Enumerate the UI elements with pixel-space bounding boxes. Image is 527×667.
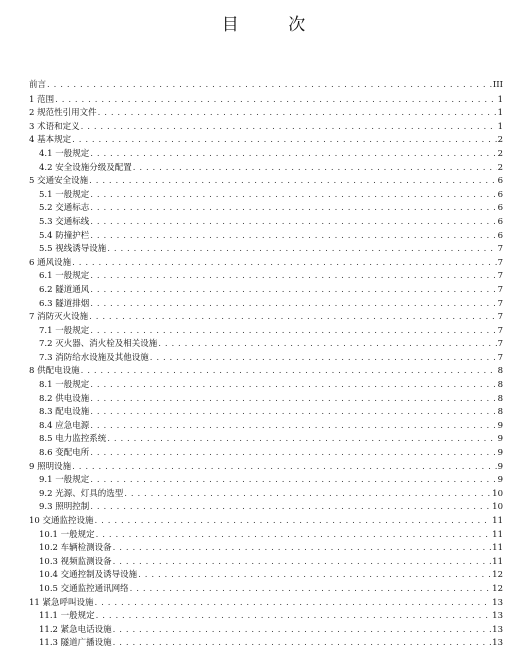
toc-entry-label: 7 消防灭火设施 (29, 312, 89, 323)
toc-entry-label: 11 紧急呼叫设施 (29, 597, 94, 608)
toc-entry-page-number: 7 (497, 244, 503, 255)
toc-entry-label: 9 照明设施 (29, 461, 72, 472)
dot-leader (81, 121, 497, 135)
dot-leader (81, 365, 497, 379)
toc-entry[interactable] (29, 474, 503, 488)
toc-entry[interactable] (29, 637, 503, 651)
dot-leader (90, 298, 496, 312)
toc-entry-page-number: 9 (497, 420, 503, 431)
dot-leader (72, 461, 496, 475)
toc-entry-label: 7.1 一般规定 (39, 325, 90, 336)
toc-entry[interactable] (29, 284, 503, 298)
page-title: 目 次 (221, 15, 328, 35)
toc-entry-label: 8 供配电设施 (29, 366, 80, 377)
toc-entry-page-number: 6 (497, 189, 503, 200)
dot-leader (90, 447, 496, 461)
dot-leader (55, 94, 496, 108)
toc-entry-label: 9.1 一般规定 (39, 475, 90, 486)
toc-entry[interactable] (29, 121, 503, 135)
dot-leader (90, 270, 496, 284)
toc-entry[interactable] (29, 189, 503, 203)
toc-entry-page-number: 1 (497, 108, 503, 119)
dot-leader (90, 230, 496, 244)
toc-entry[interactable] (29, 202, 503, 216)
dot-leader (124, 488, 491, 502)
toc-entry[interactable] (29, 624, 503, 638)
toc-entry-page-number: 7 (497, 312, 503, 323)
toc-entry-label: 4 基本规定 (29, 135, 72, 146)
dot-leader (90, 216, 496, 230)
toc-entry[interactable] (29, 420, 503, 434)
table-of-contents (29, 79, 503, 651)
toc-entry[interactable] (29, 162, 503, 176)
dot-leader (107, 243, 496, 257)
toc-entry-label: 5.5 视线诱导设施 (39, 244, 107, 255)
toc-entry-page-number: 7 (497, 298, 503, 309)
dot-leader (90, 420, 496, 434)
toc-entry-page-number: 13 (492, 597, 503, 608)
toc-entry[interactable] (29, 488, 503, 502)
toc-entry-page-number: III (492, 80, 503, 90)
dot-leader (90, 501, 491, 515)
toc-entry-page-number: 13 (492, 638, 503, 649)
toc-entry[interactable] (29, 597, 503, 611)
toc-entry-label: 4.2 安全设施分级及配置 (39, 162, 132, 173)
toc-entry-page-number: 9 (497, 448, 503, 459)
toc-entry-label: 8.5 电力监控系统 (39, 434, 107, 445)
toc-entry-label: 6.2 隧道通风 (39, 284, 90, 295)
dot-leader (90, 393, 496, 407)
toc-entry[interactable] (29, 433, 503, 447)
toc-entry-page-number: 2 (497, 148, 503, 159)
toc-entry-page-number: 9 (497, 475, 503, 486)
toc-entry-label: 1 范围 (29, 94, 55, 105)
toc-entry-label: 11.3 隧道广播设施 (39, 638, 112, 649)
dot-leader (90, 202, 496, 216)
toc-entry-page-number: 2 (497, 162, 503, 173)
dot-leader (113, 556, 492, 570)
toc-entry-page-number: 7 (497, 339, 503, 350)
toc-entry[interactable] (29, 107, 503, 121)
toc-entry-page-number: 8 (497, 366, 503, 377)
dot-leader (98, 107, 497, 121)
toc-entry-page-number: 6 (497, 230, 503, 241)
dot-leader (90, 148, 496, 162)
toc-entry-page-number: 13 (492, 624, 503, 635)
dot-leader (47, 79, 492, 93)
toc-entry-label: 5 交通安全设施 (29, 176, 89, 187)
toc-entry-page-number: 9 (497, 434, 503, 445)
dot-leader (90, 474, 496, 488)
toc-entry-page-number: 6 (497, 216, 503, 227)
toc-entry-page-number: 11 (492, 556, 503, 567)
toc-entry-label: 6 通风设施 (29, 257, 72, 268)
dot-leader (133, 162, 497, 176)
toc-entry[interactable] (29, 94, 503, 108)
toc-entry[interactable] (29, 583, 503, 597)
toc-entry-label: 5.4 防撞护栏 (39, 230, 90, 241)
dot-leader (90, 189, 496, 203)
toc-entry[interactable] (29, 270, 503, 284)
dot-leader (107, 433, 496, 447)
toc-entry-label: 3 术语和定义 (29, 121, 80, 132)
toc-entry-page-number: 10 (492, 488, 503, 499)
dot-leader (89, 175, 496, 189)
toc-entry-label: 10.3 视频监测设备 (39, 556, 112, 567)
toc-entry-label: 2 规范性引用文件 (29, 108, 97, 119)
toc-entry-page-number: 6 (497, 176, 503, 187)
dot-leader (96, 610, 492, 624)
toc-entry-page-number: 1 (497, 121, 503, 132)
dot-leader (89, 311, 496, 325)
toc-entry-page-number: 8 (497, 380, 503, 391)
toc-entry-label: 8.2 供电设施 (39, 393, 90, 404)
dot-leader (72, 134, 496, 148)
toc-entry[interactable] (29, 216, 503, 230)
toc-entry-label: 6.1 一般规定 (39, 271, 90, 282)
toc-entry-label: 4.1 一般规定 (39, 148, 90, 159)
toc-entry-label: 9.2 光源、灯具的选型 (39, 488, 124, 499)
dot-leader (90, 406, 496, 420)
toc-entry[interactable] (29, 529, 503, 543)
toc-entry-page-number: 7 (497, 325, 503, 336)
dot-leader (95, 515, 492, 529)
dot-leader (96, 529, 492, 543)
toc-entry-page-number: 7 (497, 284, 503, 295)
toc-entry-page-number: 11 (492, 543, 503, 554)
toc-entry[interactable] (29, 325, 503, 339)
toc-entry-label: 11.1 一般规定 (39, 611, 95, 622)
toc-entry-page-number: 12 (492, 583, 503, 594)
toc-entry-label: 8.1 一般规定 (39, 380, 90, 391)
dot-leader (113, 637, 492, 651)
toc-entry[interactable] (29, 461, 503, 475)
toc-entry-label: 10.2 车辆检测设备 (39, 543, 112, 554)
toc-entry-page-number: 11 (492, 516, 503, 526)
toc-entry-page-number: 8 (497, 393, 503, 404)
toc-entry[interactable] (29, 501, 503, 515)
toc-entry-page-number: 7 (497, 271, 503, 282)
toc-entry-page-number: 10 (492, 502, 503, 513)
dot-leader (150, 352, 497, 366)
toc-entry-label: 7.3 消防给水设施及其他设施 (39, 352, 149, 363)
toc-entry[interactable] (29, 257, 503, 271)
toc-entry[interactable] (29, 447, 503, 461)
dot-leader (113, 542, 492, 556)
dot-leader (90, 284, 496, 298)
toc-entry-label: 8.6 变配电所 (39, 448, 90, 459)
toc-entry-label: 9.3 照明控制 (39, 502, 90, 513)
toc-entry[interactable] (29, 338, 503, 352)
dot-leader (138, 569, 491, 583)
toc-entry-label: 5.2 交通标志 (39, 203, 90, 214)
toc-entry-label: 10.1 一般规定 (39, 529, 95, 540)
toc-entry[interactable] (29, 379, 503, 393)
toc-entry[interactable] (29, 352, 503, 366)
toc-entry-page-number: 2 (497, 135, 503, 146)
toc-entry-page-number: 12 (492, 570, 503, 581)
dot-leader (113, 624, 492, 638)
toc-entry-page-number: 13 (492, 611, 503, 622)
toc-entry-label: 5.1 一般规定 (39, 189, 90, 200)
toc-entry[interactable] (29, 610, 503, 624)
toc-entry-page-number: 7 (497, 257, 503, 268)
dot-leader (95, 597, 492, 611)
toc-entry-page-number: 8 (497, 407, 503, 418)
toc-entry[interactable] (29, 311, 503, 325)
toc-entry[interactable] (29, 365, 503, 379)
toc-entry[interactable] (29, 148, 503, 162)
toc-entry[interactable] (29, 406, 503, 420)
toc-entry-label: 10.5 交通监控通讯网络 (39, 583, 129, 594)
toc-entry[interactable] (29, 556, 503, 570)
dot-leader (72, 257, 496, 271)
dot-leader (130, 583, 492, 597)
toc-entry[interactable] (29, 569, 503, 583)
toc-entry[interactable] (29, 175, 503, 189)
dot-leader (90, 379, 496, 393)
toc-entry[interactable] (29, 134, 503, 148)
toc-entry[interactable] (29, 542, 503, 556)
toc-entry-label: 11.2 紧急电话设施 (39, 624, 112, 635)
toc-entry-page-number: 11 (492, 529, 503, 540)
toc-entry-label: 10 交通监控设施 (29, 516, 94, 526)
toc-entry-label: 5.3 交通标线 (39, 216, 90, 227)
toc-entry-label: 8.4 应急电源 (39, 420, 90, 431)
toc-entry-page-number: 7 (497, 352, 503, 363)
toc-entry[interactable] (29, 79, 503, 93)
dot-leader (158, 338, 496, 352)
toc-entry-label: 7.2 灭火器、消火栓及相关设施 (39, 339, 158, 350)
toc-entry-page-number: 9 (497, 461, 503, 472)
toc-entry-label: 前言 (29, 80, 47, 90)
toc-entry[interactable] (29, 393, 503, 407)
toc-entry-label: 8.3 配电设施 (39, 407, 90, 418)
toc-entry[interactable] (29, 298, 503, 312)
toc-entry-page-number: 6 (497, 203, 503, 214)
toc-entry[interactable] (29, 515, 503, 529)
dot-leader (90, 325, 496, 339)
toc-entry[interactable] (29, 230, 503, 244)
toc-entry-label: 6.3 隧道排烟 (39, 298, 90, 309)
toc-entry[interactable] (29, 243, 503, 257)
toc-entry-page-number: 1 (497, 94, 503, 105)
toc-entry-label: 10.4 交通控制及诱导设施 (39, 570, 138, 581)
